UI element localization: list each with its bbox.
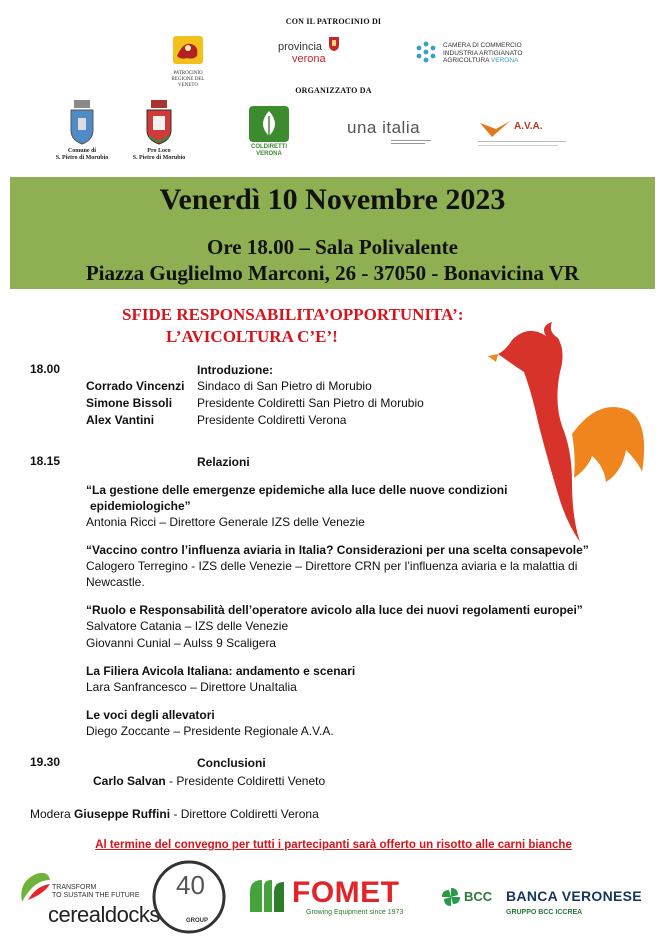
conclusion-speaker — [93, 773, 325, 789]
coldiretti-logo — [246, 106, 292, 162]
regione-veneto-logo — [165, 36, 211, 88]
camera-line-3: AGRICOLTURA — [443, 57, 490, 64]
speaker-role: Sindaco di San Pietro di Morubio — [197, 379, 372, 393]
cerealdocks-name: cerealdocks — [48, 902, 160, 927]
event-address: Piazza Guglielmo Marconi, 26 - 37050 - Bonavicina VR — [85, 261, 580, 285]
rooster-icon — [488, 322, 650, 544]
ava-text: A.V.A. — [514, 121, 543, 132]
verona-text: verona — [292, 53, 326, 65]
bcc-name: BANCA VERONESE — [506, 888, 642, 904]
camera-line-2: INDUSTRIA ARTIGIANATO — [443, 49, 523, 57]
camera-line-4: VERONA — [490, 57, 519, 64]
conclusion-time: 19.30 — [30, 755, 61, 769]
bcc-short: BCC — [464, 889, 493, 904]
coldiretti-caption-2: VERONA — [256, 151, 282, 157]
proloco-caption-1: Pro Loco — [147, 148, 171, 154]
intro-time: 18.00 — [30, 362, 61, 376]
bcc-group: GRUPPO BCC ICCREA — [506, 909, 583, 916]
conclusion-name: Carlo Salvan — [93, 774, 166, 788]
leaf-icon — [249, 106, 289, 142]
talk-3-title: “Ruolo e Responsabilità dell’operatore avicolo alla luce dei nuovi regolamenti europei” — [86, 603, 583, 617]
fomet-logo — [248, 876, 412, 924]
event-title-line-2: L’AVICOLTURA C’E’! — [166, 327, 338, 346]
talk-5-title: Le voci degli allevatori — [86, 708, 215, 722]
unaitalia-text: una italia — [347, 118, 421, 137]
shield-icon — [328, 36, 340, 52]
closing-note: Al termine del convegno per tutti i partecipanti sarà offerto un risotto alle carni bianche — [95, 839, 572, 851]
cerealdocks-group: GROUP — [186, 918, 209, 924]
dots-flower-icon — [414, 40, 438, 64]
bcc-clover-icon — [440, 886, 462, 908]
unaitalia-logo — [347, 118, 435, 152]
comune-caption-2: S. Pietro di Morubio — [55, 155, 109, 161]
talk-2-title: “Vaccino contro l’influenza aviaria in Italia? Considerazioni per una scelta consapevole” — [86, 543, 589, 557]
bird-wing-icon — [478, 119, 512, 139]
speaker-role: Presidente Coldiretti Verona — [197, 413, 347, 427]
talk-4-speaker: Lara Sanfrancesco – Direttore UnaItalia — [86, 680, 297, 694]
talk-1-title-cont: epidemiologiche” — [90, 499, 191, 513]
talk-2-speaker: Calogero Terregino - IZS delle Venezie – Direttore CRN per l’influenza aviaria e la malattia di — [86, 559, 578, 573]
conclusion-role: - Presidente Coldiretti Veneto — [165, 774, 326, 788]
event-date: Venerdì 10 Novembre 2023 — [159, 183, 506, 216]
talk-1-title: “La gestione delle emergenze epidemiche alla luce delle nuove condizioni — [86, 483, 508, 497]
talk-4-title: La Filiera Avicola Italiana: andamento e scenari — [86, 664, 356, 678]
speaker-role: Presidente Coldiretti San Pietro di Morubio — [197, 396, 424, 410]
event-time-place: Ore 18.00 – Sala Polivalente — [206, 235, 458, 259]
cerealdocks-tag-1: TRANSFORM — [52, 884, 97, 891]
speaker-name: Corrado Vincenzi — [86, 379, 185, 393]
coldiretti-caption-1: COLDIRETTI — [251, 144, 287, 150]
greenhouse-icon — [248, 878, 292, 914]
proloco-caption-2: S. Pietro di Morubio — [132, 155, 186, 161]
comune-logo — [56, 100, 108, 166]
talk-2-speaker-cont: Newcastle. — [86, 575, 145, 589]
cerealdocks-number: 40 — [176, 870, 205, 900]
camera-line-1: CAMERA DI COMMERCIO — [443, 42, 522, 49]
intro-heading: Introduzione: — [197, 363, 273, 377]
veneto-caption-1: PATROCINIO — [173, 71, 203, 76]
event-banner — [10, 177, 655, 289]
ava-logo — [476, 117, 570, 155]
provincia-text: provincia — [278, 41, 323, 53]
patronage-label: CON IL PATROCINIO DI — [285, 17, 382, 26]
speaker-name: Alex Vantini — [86, 413, 155, 427]
camera-commercio-logo — [414, 38, 544, 68]
talk-3-speaker-2: Giovanni Cunial – Aulss 9 Scaligera — [86, 636, 277, 650]
moderator-role: - Direttore Coldiretti Verona — [170, 807, 319, 821]
proloco-logo — [132, 100, 186, 166]
event-title-line-1: SFIDE RESPONSABILITA’OPPORTUNITA’: — [122, 305, 464, 324]
fomet-name: FOMET — [292, 876, 400, 909]
coat-of-arms-icon — [68, 100, 96, 146]
moderator-label: Modera — [30, 807, 75, 821]
moderator-name: Giuseppe Ruffini — [74, 807, 171, 821]
speaker-name: Simone Bissoli — [86, 396, 173, 410]
lion-icon — [165, 36, 211, 66]
coat-of-arms-icon — [144, 100, 174, 146]
conclusion-heading: Conclusioni — [197, 756, 266, 770]
fomet-tagline: Growing Equipment since 1973 — [306, 909, 404, 916]
talk-3-speaker-1: Salvatore Catania – IZS delle Venezie — [86, 619, 289, 633]
talk-5-speaker: Diego Zoccante – Presidente Regionale A.V.A. — [86, 724, 334, 738]
organized-label: ORGANIZZATO DA — [295, 86, 372, 95]
bcc-banca-veronese-logo — [440, 884, 652, 924]
moderator-line — [30, 806, 319, 822]
talks-heading: Relazioni — [197, 455, 250, 469]
comune-caption-1: Comune di — [67, 148, 97, 154]
talk-1-speaker: Antonia Ricci – Direttore Generale IZS delle Venezie — [86, 515, 365, 529]
leaf-swirl-icon — [18, 870, 52, 906]
cerealdocks-tag-2: TO SUSTAIN THE FUTURE — [52, 892, 140, 899]
talks-time: 18.15 — [30, 454, 61, 468]
veneto-caption-2: REGIONE DEL VENETO — [171, 77, 205, 88]
provincia-verona-logo — [278, 36, 342, 66]
cerealdocks-logo — [18, 858, 228, 938]
